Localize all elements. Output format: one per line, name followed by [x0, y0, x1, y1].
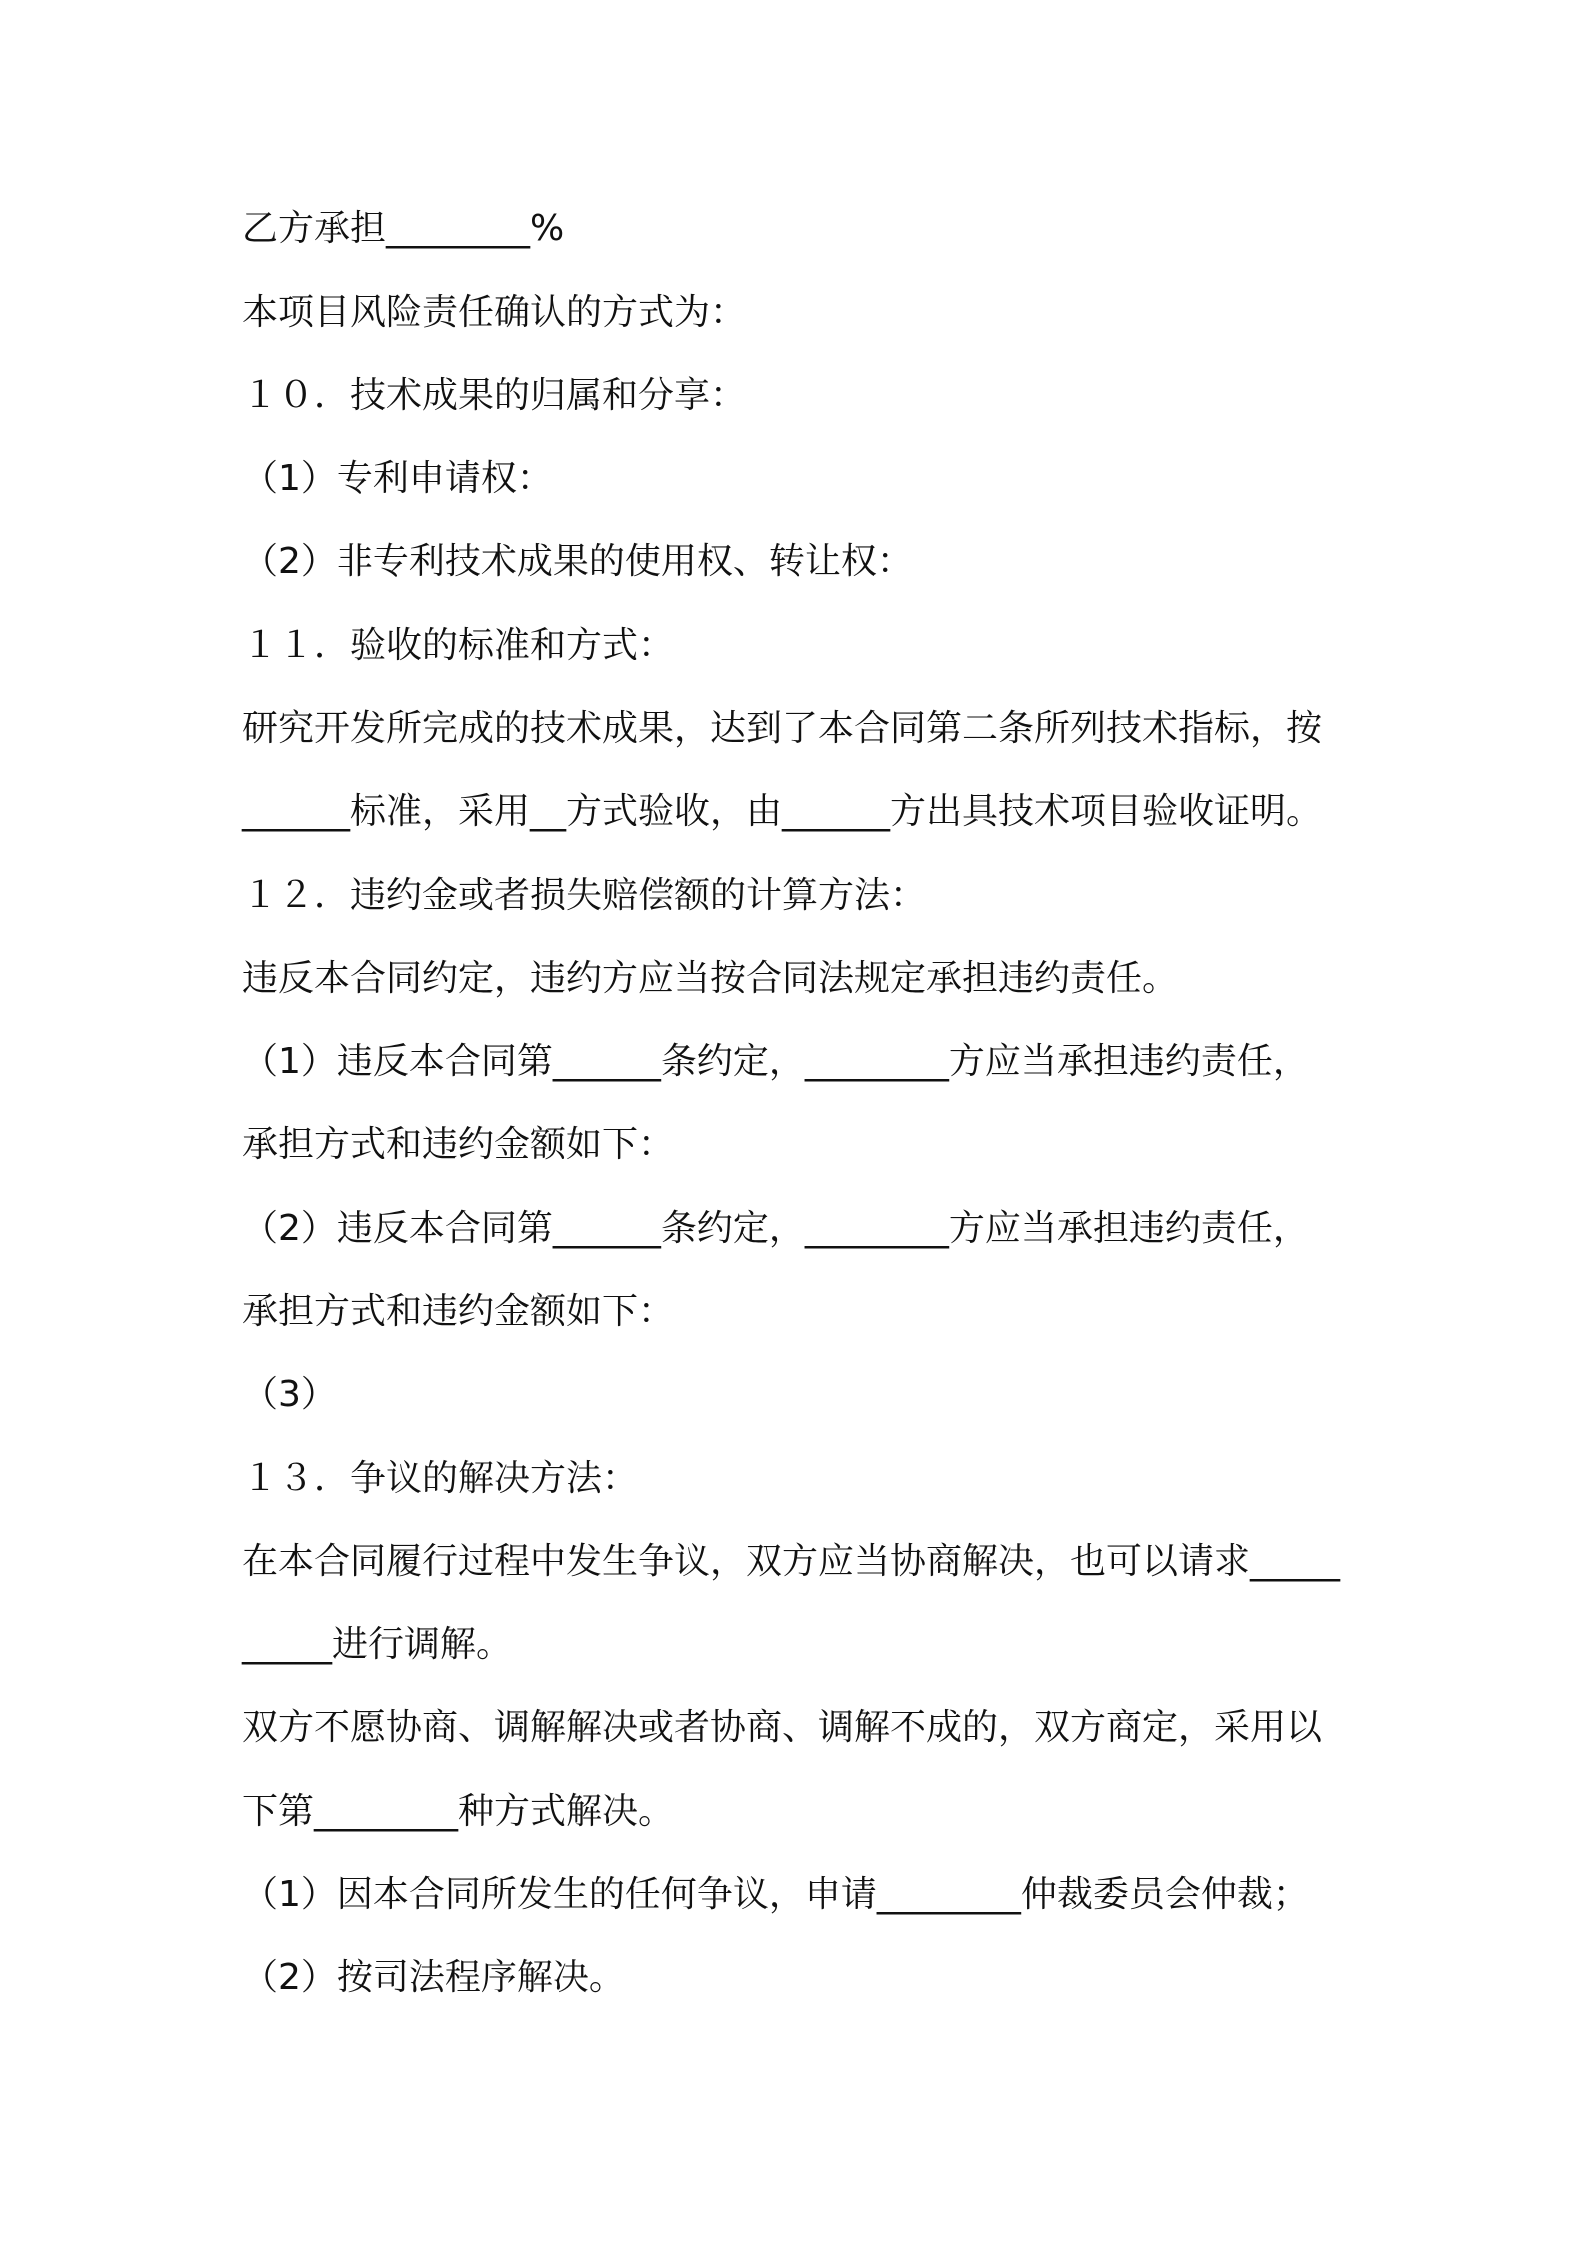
text-line: 乙方承担________%	[242, 208, 565, 249]
text-line: ______标准，采用__方式验收，由______方出具技术项目验收证明。	[242, 791, 1323, 832]
text-line: _____进行调解。	[242, 1624, 513, 1665]
text-line: 承担方式和违约金额如下：	[242, 1124, 675, 1165]
text-line: 本项目风险责任确认的方式为：	[242, 292, 747, 333]
section-heading: １３．争议的解决方法：	[242, 1458, 639, 1499]
text-line: 双方不愿协商、调解解决或者协商、调解不成的，双方商定，采用以	[242, 1707, 1323, 1748]
text-line: 下第________种方式解决。	[242, 1791, 675, 1832]
section-heading: １０．技术成果的归属和分享：	[242, 375, 747, 416]
text-line: 在本合同履行过程中发生争议，双方应当协商解决，也可以请求_____	[242, 1541, 1341, 1582]
section-heading: １１．验收的标准和方式：	[242, 625, 675, 666]
text-line: 承担方式和违约金额如下：	[242, 1291, 675, 1332]
text-line: （3）	[242, 1374, 337, 1415]
text-line: 研究开发所完成的技术成果，达到了本合同第二条所列技术指标，按	[242, 708, 1323, 749]
text-line: （1）违反本合同第______条约定，________方应当承担违约责任，	[242, 1041, 1309, 1082]
text-line: （2）按司法程序解决。	[242, 1957, 625, 1998]
text-line: （2）非专利技术成果的使用权、转让权：	[242, 541, 913, 582]
text-line: 违反本合同约定，违约方应当按合同法规定承担违约责任。	[242, 958, 1179, 999]
section-heading: １２．违约金或者损失赔偿额的计算方法：	[242, 875, 927, 916]
text-line: （1）因本合同所发生的任何争议，申请________仲裁委员会仲裁；	[242, 1874, 1309, 1915]
text-line: （2）违反本合同第______条约定，________方应当承担违约责任，	[242, 1208, 1309, 1249]
text-line: （1）专利申请权：	[242, 458, 553, 499]
